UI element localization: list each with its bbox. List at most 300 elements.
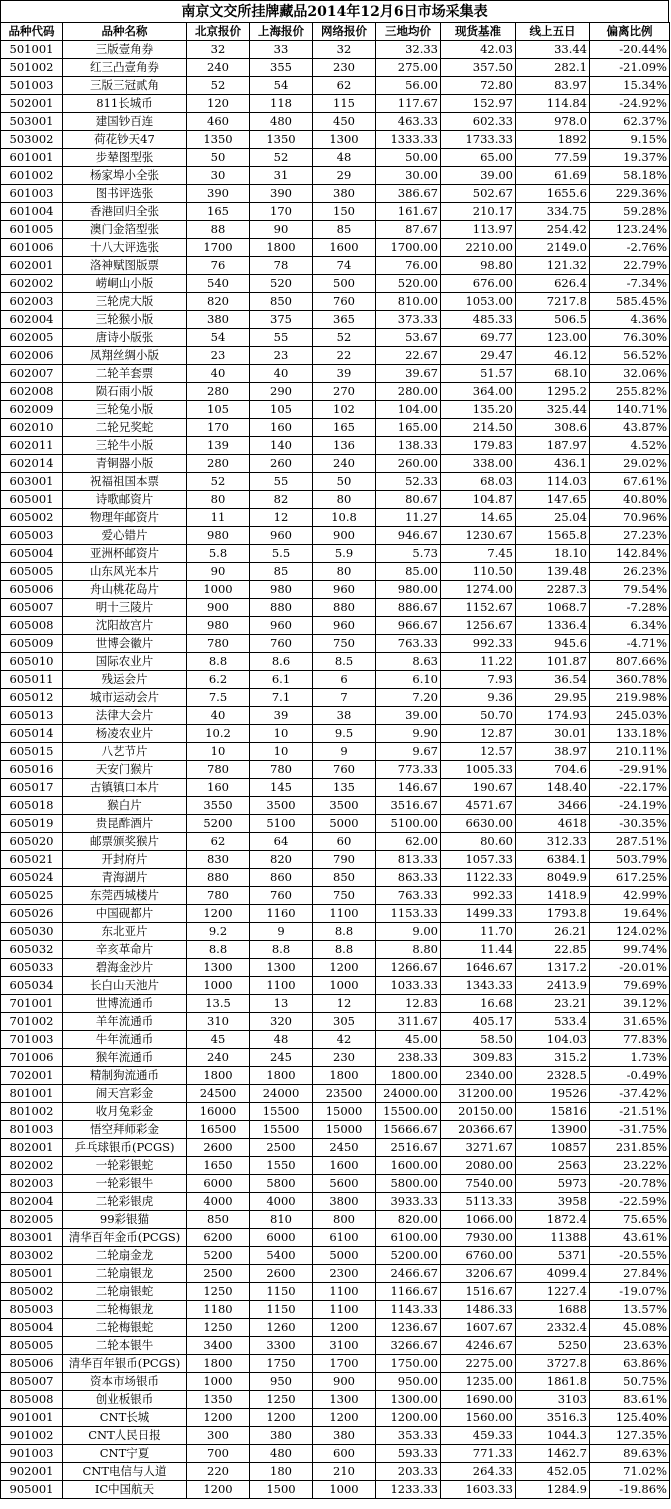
cell-online: 960	[313, 581, 376, 599]
cell-five-day: 506.5	[516, 311, 590, 329]
cell-five-day: 46.12	[516, 347, 590, 365]
table-row	[1, 833, 670, 851]
cell-spot: 1152.67	[441, 599, 516, 617]
cell-shanghai: 55	[250, 329, 313, 347]
cell-deviation: -22.17%	[590, 779, 670, 797]
cell-name: 东北亚片	[63, 923, 187, 941]
cell-beijing: 1800	[187, 1355, 250, 1373]
cell-spot: 405.17	[441, 1013, 516, 1031]
cell-five-day: 254.42	[516, 221, 590, 239]
cell-deviation: 123.24%	[590, 221, 670, 239]
cell-shanghai: 15500	[250, 1121, 313, 1139]
cell-shanghai: 1750	[250, 1355, 313, 1373]
cell-online: 1200	[313, 1319, 376, 1337]
table-row	[1, 1355, 670, 1373]
cell-average: 353.33	[376, 1427, 441, 1445]
cell-average: 773.33	[376, 761, 441, 779]
cell-code: 805006	[1, 1355, 63, 1373]
table-row	[1, 851, 670, 869]
cell-spot: 1607.67	[441, 1319, 516, 1337]
cell-five-day: 19526	[516, 1085, 590, 1103]
cell-average: 117.67	[376, 95, 441, 113]
cell-spot: 104.87	[441, 491, 516, 509]
cell-spot: 152.97	[441, 95, 516, 113]
cell-beijing: 24500	[187, 1085, 250, 1103]
table-row	[1, 149, 670, 167]
cell-five-day: 436.1	[516, 455, 590, 473]
cell-average: 980.00	[376, 581, 441, 599]
cell-deviation: 40.80%	[590, 491, 670, 509]
cell-name: 二轮扇银蛇	[63, 1283, 187, 1301]
table-row	[1, 887, 670, 905]
cell-average: 8.80	[376, 941, 441, 959]
cell-shanghai: 1350	[250, 131, 313, 149]
cell-average: 3933.33	[376, 1193, 441, 1211]
cell-shanghai: 880	[250, 599, 313, 617]
cell-name: 一轮彩银牛	[63, 1175, 187, 1193]
cell-code: 501002	[1, 59, 63, 77]
cell-five-day: 704.6	[516, 761, 590, 779]
cell-average: 2516.67	[376, 1139, 441, 1157]
cell-average: 15666.67	[376, 1121, 441, 1139]
table-row	[1, 185, 670, 203]
cell-spot: 1274.00	[441, 581, 516, 599]
cell-beijing: 820	[187, 293, 250, 311]
cell-online: 230	[313, 1049, 376, 1067]
cell-beijing: 40	[187, 707, 250, 725]
cell-beijing: 980	[187, 527, 250, 545]
cell-spot: 7930.00	[441, 1229, 516, 1247]
cell-average: 161.67	[376, 203, 441, 221]
cell-five-day: 3958	[516, 1193, 590, 1211]
cell-five-day: 1295.2	[516, 383, 590, 401]
cell-shanghai: 780	[250, 761, 313, 779]
cell-deviation: 9.15%	[590, 131, 670, 149]
cell-deviation: 127.35%	[590, 1427, 670, 1445]
cell-code: 801001	[1, 1085, 63, 1103]
cell-shanghai: 118	[250, 95, 313, 113]
cell-average: 11.27	[376, 509, 441, 527]
cell-code: 803002	[1, 1247, 63, 1265]
cell-beijing: 380	[187, 311, 250, 329]
cell-spot: 16.68	[441, 995, 516, 1013]
cell-shanghai: 480	[250, 1445, 313, 1463]
cell-beijing: 10	[187, 743, 250, 761]
cell-beijing: 90	[187, 563, 250, 581]
cell-name: 猴白片	[63, 797, 187, 815]
cell-code: 805002	[1, 1283, 63, 1301]
table-row	[1, 347, 670, 365]
cell-code: 801003	[1, 1121, 63, 1139]
cell-average: 3266.67	[376, 1337, 441, 1355]
cell-code: 605017	[1, 779, 63, 797]
cell-online: 230	[313, 59, 376, 77]
cell-name: 中国砚都片	[63, 905, 187, 923]
cell-five-day: 3727.8	[516, 1355, 590, 1373]
cell-code: 605014	[1, 725, 63, 743]
cell-spot: 80.60	[441, 833, 516, 851]
cell-shanghai: 64	[250, 833, 313, 851]
cell-shanghai: 145	[250, 779, 313, 797]
cell-beijing: 11	[187, 509, 250, 527]
cell-spot: 190.67	[441, 779, 516, 797]
cell-spot: 502.67	[441, 185, 516, 203]
cell-online: 1100	[313, 1283, 376, 1301]
cell-online: 960	[313, 617, 376, 635]
cell-deviation: 245.03%	[590, 707, 670, 725]
cell-name: 唐诗小版张	[63, 329, 187, 347]
cell-shanghai: 375	[250, 311, 313, 329]
cell-code: 605032	[1, 941, 63, 959]
cell-shanghai: 13	[250, 995, 313, 1013]
cell-online: 42	[313, 1031, 376, 1049]
cell-spot: 39.00	[441, 167, 516, 185]
cell-beijing: 160	[187, 779, 250, 797]
table-row	[1, 689, 670, 707]
cell-name: 舟山桃花岛片	[63, 581, 187, 599]
cell-deviation: 360.78%	[590, 671, 670, 689]
table-row	[1, 779, 670, 797]
cell-code: 605026	[1, 905, 63, 923]
cell-name: 猴年流通币	[63, 1049, 187, 1067]
cell-name: 二轮扇金龙	[63, 1247, 187, 1265]
cell-five-day: 2287.3	[516, 581, 590, 599]
header-deviation: 偏离比例	[590, 23, 670, 41]
cell-deviation: 4.36%	[590, 311, 670, 329]
cell-spot: 3206.67	[441, 1265, 516, 1283]
cell-name: 99彩银猫	[63, 1211, 187, 1229]
cell-name: 世博会徽片	[63, 635, 187, 653]
cell-online: 5000	[313, 815, 376, 833]
cell-code: 802004	[1, 1193, 63, 1211]
cell-beijing: 880	[187, 869, 250, 887]
cell-beijing: 6000	[187, 1175, 250, 1193]
cell-deviation: 142.84%	[590, 545, 670, 563]
cell-average: 56.00	[376, 77, 441, 95]
cell-deviation: 89.63%	[590, 1445, 670, 1463]
cell-spot: 1066.00	[441, 1211, 516, 1229]
cell-online: 750	[313, 635, 376, 653]
cell-deviation: 42.99%	[590, 887, 670, 905]
table-row	[1, 77, 670, 95]
cell-name: 邮票颁奖猴片	[63, 833, 187, 851]
cell-average: 966.67	[376, 617, 441, 635]
cell-name: 清华百年金币(PCGS)	[63, 1229, 187, 1247]
table-row	[1, 59, 670, 77]
cell-name: 沈阳故宫片	[63, 617, 187, 635]
cell-beijing: 1300	[187, 959, 250, 977]
cell-five-day: 2328.5	[516, 1067, 590, 1085]
cell-name: 荷花钞天47	[63, 131, 187, 149]
cell-average: 275.00	[376, 59, 441, 77]
table-row	[1, 941, 670, 959]
cell-spot: 179.83	[441, 437, 516, 455]
cell-spot: 9.36	[441, 689, 516, 707]
table-row	[1, 1031, 670, 1049]
cell-beijing: 76	[187, 257, 250, 275]
cell-beijing: 390	[187, 185, 250, 203]
cell-spot: 42.03	[441, 41, 516, 59]
cell-name: 资本市场银币	[63, 1373, 187, 1391]
cell-deviation: -7.34%	[590, 275, 670, 293]
cell-code: 601002	[1, 167, 63, 185]
cell-shanghai: 1160	[250, 905, 313, 923]
table-row	[1, 365, 670, 383]
cell-name: 图书评选张	[63, 185, 187, 203]
cell-code: 805004	[1, 1319, 63, 1337]
cell-beijing: 240	[187, 59, 250, 77]
cell-name: CNT电信与人道	[63, 1463, 187, 1481]
cell-average: 1333.33	[376, 131, 441, 149]
cell-five-day: 8049.9	[516, 869, 590, 887]
cell-beijing: 1350	[187, 131, 250, 149]
cell-shanghai: 5400	[250, 1247, 313, 1265]
cell-shanghai: 82	[250, 491, 313, 509]
cell-code: 601006	[1, 239, 63, 257]
cell-average: 763.33	[376, 887, 441, 905]
cell-online: 270	[313, 383, 376, 401]
table-row	[1, 1283, 670, 1301]
table-row	[1, 923, 670, 941]
cell-online: 1800	[313, 1067, 376, 1085]
cell-deviation: 26.23%	[590, 563, 670, 581]
cell-name: 步辇图型张	[63, 149, 187, 167]
cell-shanghai: 1100	[250, 977, 313, 995]
cell-beijing: 1800	[187, 1067, 250, 1085]
cell-shanghai: 52	[250, 149, 313, 167]
table-row	[1, 1139, 670, 1157]
cell-code: 605010	[1, 653, 63, 671]
cell-deviation: 43.61%	[590, 1229, 670, 1247]
cell-online: 39	[313, 365, 376, 383]
cell-beijing: 220	[187, 1463, 250, 1481]
cell-code: 605021	[1, 851, 63, 869]
cell-spot: 6630.00	[441, 815, 516, 833]
cell-name: 爱心错片	[63, 527, 187, 545]
cell-online: 7	[313, 689, 376, 707]
cell-code: 602007	[1, 365, 63, 383]
cell-deviation: 67.61%	[590, 473, 670, 491]
cell-shanghai: 1550	[250, 1157, 313, 1175]
cell-spot: 485.33	[441, 311, 516, 329]
cell-shanghai: 810	[250, 1211, 313, 1229]
cell-five-day: 18.10	[516, 545, 590, 563]
table-row	[1, 1337, 670, 1355]
header-shanghai: 上海报价	[250, 23, 313, 41]
cell-spot: 264.33	[441, 1463, 516, 1481]
table-row	[1, 1373, 670, 1391]
table-row	[1, 1103, 670, 1121]
cell-name: 收月兔彩金	[63, 1103, 187, 1121]
cell-spot: 12.57	[441, 743, 516, 761]
cell-beijing: 700	[187, 1445, 250, 1463]
table-row	[1, 527, 670, 545]
cell-code: 805005	[1, 1337, 63, 1355]
cell-online: 5600	[313, 1175, 376, 1193]
cell-average: 203.33	[376, 1463, 441, 1481]
cell-average: 386.67	[376, 185, 441, 203]
cell-five-day: 308.6	[516, 419, 590, 437]
cell-spot: 210.17	[441, 203, 516, 221]
table-row	[1, 743, 670, 761]
cell-average: 950.00	[376, 1373, 441, 1391]
cell-deviation: 4.52%	[590, 437, 670, 455]
cell-name: 悟空拜师彩金	[63, 1121, 187, 1139]
cell-beijing: 780	[187, 635, 250, 653]
cell-beijing: 280	[187, 383, 250, 401]
cell-spot: 4571.67	[441, 797, 516, 815]
cell-beijing: 6.2	[187, 671, 250, 689]
cell-average: 165.00	[376, 419, 441, 437]
cell-code: 605019	[1, 815, 63, 833]
cell-five-day: 114.03	[516, 473, 590, 491]
cell-average: 2466.67	[376, 1265, 441, 1283]
cell-online: 1600	[313, 1157, 376, 1175]
cell-average: 9.67	[376, 743, 441, 761]
table-row	[1, 1301, 670, 1319]
cell-deviation: 79.69%	[590, 977, 670, 995]
cell-average: 53.67	[376, 329, 441, 347]
cell-name: 杨凌农业片	[63, 725, 187, 743]
cell-beijing: 1250	[187, 1319, 250, 1337]
cell-beijing: 1200	[187, 905, 250, 923]
cell-name: 811长城币	[63, 95, 187, 113]
cell-beijing: 1000	[187, 977, 250, 995]
cell-five-day: 114.84	[516, 95, 590, 113]
cell-five-day: 5250	[516, 1337, 590, 1355]
cell-name: 澳门金箔型张	[63, 221, 187, 239]
cell-beijing: 2600	[187, 1139, 250, 1157]
cell-five-day: 33.44	[516, 41, 590, 59]
cell-name: 诗歌邮资片	[63, 491, 187, 509]
cell-five-day: 2413.9	[516, 977, 590, 995]
cell-beijing: 300	[187, 1427, 250, 1445]
cell-online: 9	[313, 743, 376, 761]
cell-five-day: 4099.4	[516, 1265, 590, 1283]
table-row	[1, 419, 670, 437]
cell-spot: 1343.33	[441, 977, 516, 995]
table-row	[1, 725, 670, 743]
cell-code: 605002	[1, 509, 63, 527]
cell-shanghai: 6000	[250, 1229, 313, 1247]
cell-online: 2300	[313, 1265, 376, 1283]
cell-spot: 4246.67	[441, 1337, 516, 1355]
cell-shanghai: 850	[250, 293, 313, 311]
table-row	[1, 617, 670, 635]
cell-deviation: 62.37%	[590, 113, 670, 131]
cell-beijing: 1700	[187, 239, 250, 257]
cell-online: 102	[313, 401, 376, 419]
cell-online: 900	[313, 527, 376, 545]
header-name: 品种名称	[63, 23, 187, 41]
cell-beijing: 139	[187, 437, 250, 455]
sheet-title: 南京文交所挂牌藏品2014年12月6日市场采集表	[0, 0, 669, 22]
table-row	[1, 635, 670, 653]
cell-code: 605016	[1, 761, 63, 779]
cell-beijing: 900	[187, 599, 250, 617]
cell-shanghai: 1150	[250, 1301, 313, 1319]
cell-average: 3516.67	[376, 797, 441, 815]
cell-code: 902001	[1, 1463, 63, 1481]
cell-five-day: 1227.4	[516, 1283, 590, 1301]
cell-beijing: 240	[187, 1049, 250, 1067]
cell-name: 清华百年银币(PCGS)	[63, 1355, 187, 1373]
cell-online: 29	[313, 167, 376, 185]
cell-code: 605003	[1, 527, 63, 545]
cell-online: 380	[313, 1427, 376, 1445]
table-row	[1, 995, 670, 1013]
cell-shanghai: 1250	[250, 1391, 313, 1409]
header-online: 网络报价	[313, 23, 376, 41]
cell-deviation: 6.34%	[590, 617, 670, 635]
cell-five-day: 174.93	[516, 707, 590, 725]
cell-five-day: 23.21	[516, 995, 590, 1013]
cell-shanghai: 1500	[250, 1481, 313, 1499]
cell-deviation: -21.09%	[590, 59, 670, 77]
cell-name: 凤翔丝绸小版	[63, 347, 187, 365]
cell-spot: 1005.33	[441, 761, 516, 779]
cell-deviation: 27.84%	[590, 1265, 670, 1283]
cell-deviation: 43.87%	[590, 419, 670, 437]
cell-five-day: 148.40	[516, 779, 590, 797]
cell-shanghai: 3300	[250, 1337, 313, 1355]
cell-average: 146.67	[376, 779, 441, 797]
cell-beijing: 1000	[187, 1373, 250, 1391]
cell-beijing: 5200	[187, 1247, 250, 1265]
cell-average: 1200.00	[376, 1409, 441, 1427]
cell-deviation: -37.42%	[590, 1085, 670, 1103]
cell-deviation: 585.45%	[590, 293, 670, 311]
cell-deviation: -4.71%	[590, 635, 670, 653]
cell-spot: 1235.00	[441, 1373, 516, 1391]
cell-deviation: 210.11%	[590, 743, 670, 761]
cell-shanghai: 520	[250, 275, 313, 293]
cell-spot: 1057.33	[441, 851, 516, 869]
table-row	[1, 383, 670, 401]
cell-shanghai: 480	[250, 113, 313, 131]
cell-average: 15500.00	[376, 1103, 441, 1121]
cell-deviation: 70.96%	[590, 509, 670, 527]
cell-beijing: 8.8	[187, 653, 250, 671]
table-row	[1, 1265, 670, 1283]
cell-deviation: 31.65%	[590, 1013, 670, 1031]
cell-spot: 72.80	[441, 77, 516, 95]
cell-online: 1000	[313, 977, 376, 995]
cell-code: 602004	[1, 311, 63, 329]
cell-code: 905001	[1, 1481, 63, 1499]
cell-spot: 992.33	[441, 887, 516, 905]
cell-five-day: 7217.8	[516, 293, 590, 311]
cell-name: IC中国航天	[63, 1481, 187, 1499]
cell-beijing: 5.8	[187, 545, 250, 563]
cell-deviation: 23.63%	[590, 1337, 670, 1355]
cell-shanghai: 105	[250, 401, 313, 419]
cell-shanghai: 380	[250, 1427, 313, 1445]
cell-name: 开封府片	[63, 851, 187, 869]
cell-code: 602006	[1, 347, 63, 365]
cell-name: 羊年流通币	[63, 1013, 187, 1031]
cell-five-day: 147.65	[516, 491, 590, 509]
cell-shanghai: 15500	[250, 1103, 313, 1121]
cell-five-day: 1793.8	[516, 905, 590, 923]
cell-online: 5.9	[313, 545, 376, 563]
cell-beijing: 62	[187, 833, 250, 851]
header-beijing: 北京报价	[187, 23, 250, 41]
cell-online: 3800	[313, 1193, 376, 1211]
cell-beijing: 980	[187, 617, 250, 635]
cell-spot: 68.03	[441, 473, 516, 491]
cell-average: 1600.00	[376, 1157, 441, 1175]
